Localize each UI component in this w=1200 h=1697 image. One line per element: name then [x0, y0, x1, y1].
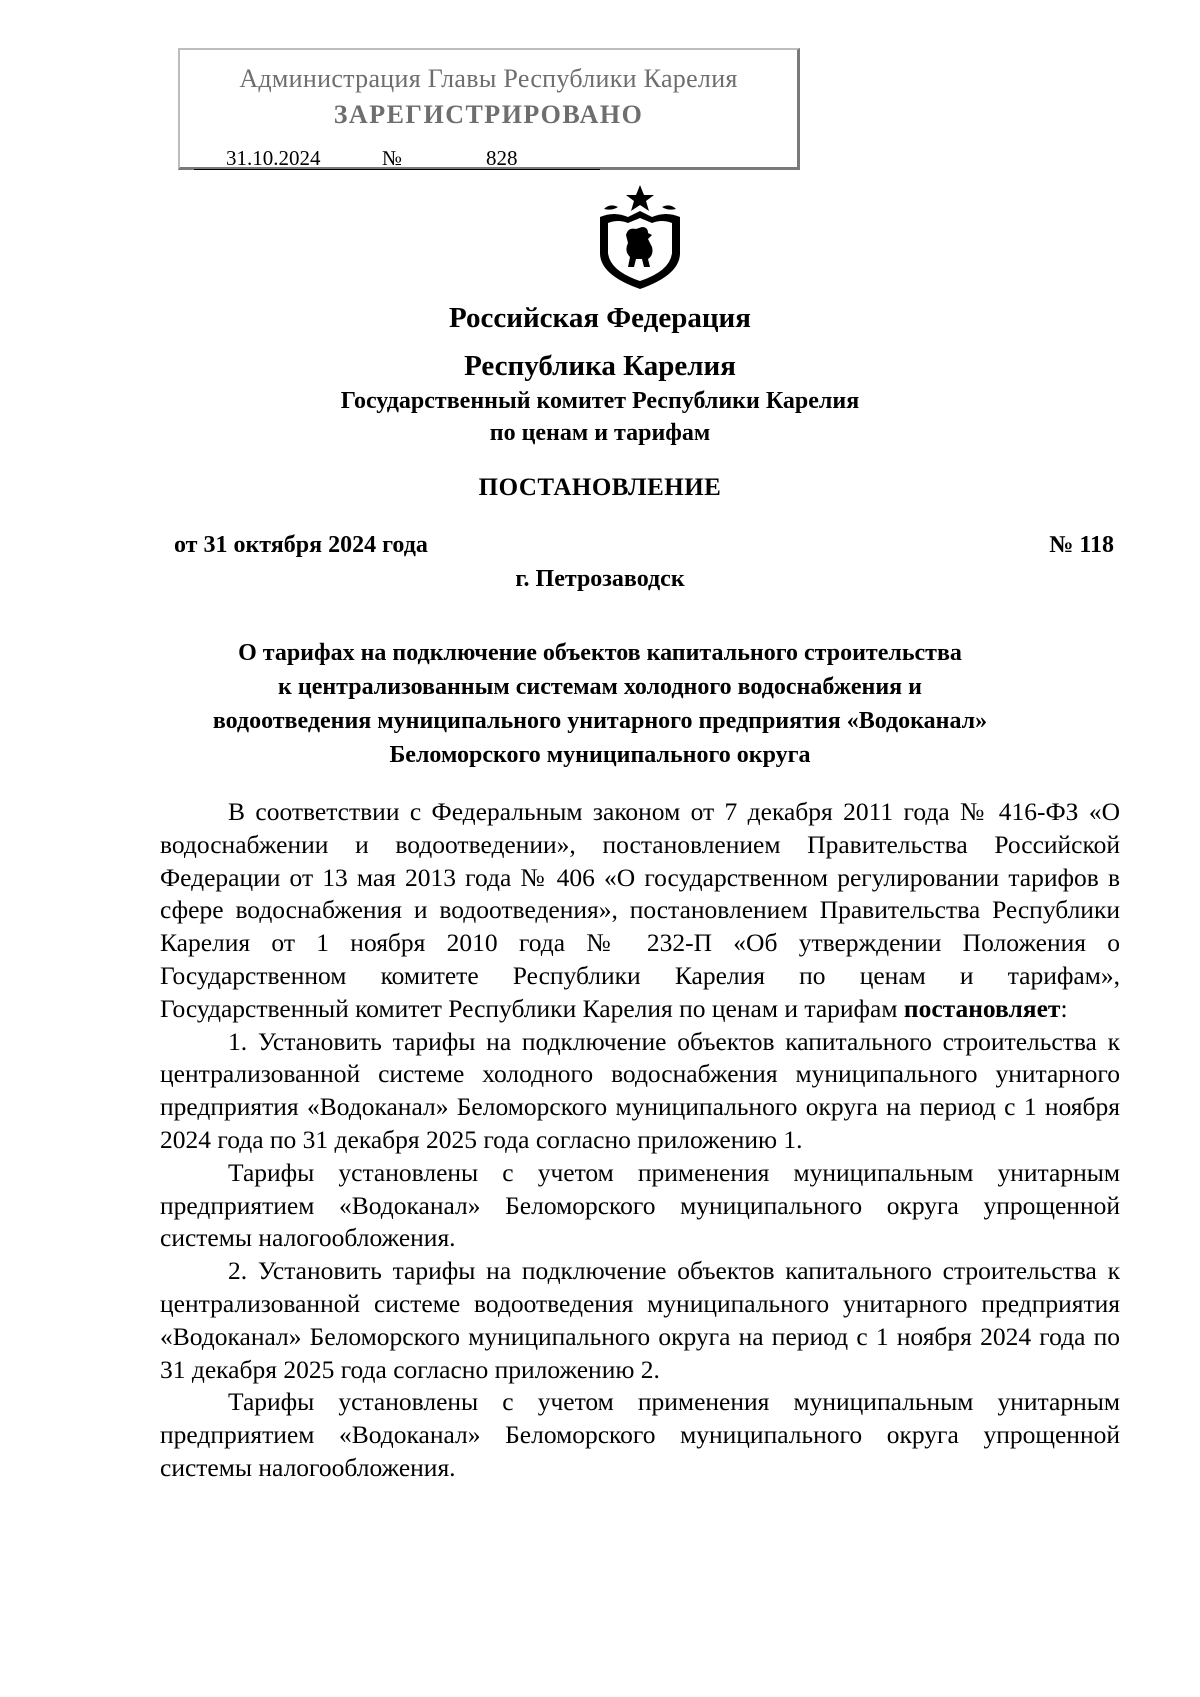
item-1-paragraph: 1. Установить тарифы на подключение объектов капитального строительства к централизованной системе холодного водоснабжения муниципального унитарного предприятия «Водоканал» Беломорского муниципального округа на период с 1 ноября 2024 года по 31 декабря 2025 года согласно приложению 1. — [160, 1026, 1120, 1154]
document-city: г. Петрозаводск — [515, 566, 685, 592]
stamp-date: 31.10.2024 — [226, 146, 321, 170]
stamp-authority: Администрация Главы Республики Карелия — [239, 64, 738, 93]
registration-stamp — [178, 48, 800, 170]
item-2-paragraph: 2. Установить тарифы на подключение объектов капитального строительства к централизованной системе водоотведения муниципального унитарного предприятия «Водоканал» Беломорского муниципального округа на период с 1 ноября 2024 года по 31 декабря 2025 года согласно приложению 2. — [160, 1256, 1120, 1384]
stamp-no-label: № — [382, 146, 403, 170]
item-2-note-paragraph: Тарифы установлены с учетом применения муниципальным унитарным предприятием «Водоканал» Беломорского муниципального округа упрощенной системы налогообложения. — [160, 1387, 1120, 1482]
stamp-registration-line — [180, 146, 600, 172]
title-line: Беломорского муниципального округа — [389, 742, 811, 768]
document-title — [150, 636, 1050, 772]
document-date: от 31 октября 2024 года — [174, 532, 428, 558]
title-line: О тарифах на подключение объектов капитального строительства — [238, 640, 962, 666]
item-1-note-paragraph: Тарифы установлены с учетом применения муниципальным унитарным предприятием «Водоканал» Беломорского муниципального округа упрощенной системы налогообложения. — [160, 1157, 1120, 1253]
title-line: водоотведения муниципального унитарного предприятия «Водоканал» — [212, 708, 988, 734]
stamp-number: 828 — [486, 146, 518, 170]
preamble-paragraph — [160, 796, 1120, 1026]
karelia-coat-of-arms-icon — [596, 183, 684, 291]
document-number: № 118 — [1049, 532, 1114, 558]
header-federation: Российская Федерация — [449, 302, 751, 334]
preamble-decree-word: постановляет — [903, 993, 1061, 1023]
stamp-registered: ЗАРЕГИСТРИРОВАНО — [333, 100, 644, 129]
preamble-text: В соответствии с Федеральным законом от 7 декабря 2011 года № 416-ФЗ «О водоснабжении и водоотведении», постановлением Правительства Российской Федерации от 13 мая 2013 года № 406 «О государственном регулировании тарифов в сфере водоснабжения и водоотведения», постановлением Правительства Республики Карелия от 1 ноября 2010 года № 232-П «Об утверждении Положения о Государственном комитете Республики Карелия по ценам и тарифам», Государственный комитет Республики Карелия по ценам и тарифам — [160, 797, 1120, 1023]
document-body — [160, 796, 1120, 1485]
header-republic: Республика Карелия — [464, 350, 736, 382]
document-type: ПОСТАНОВЛЕНИЕ — [478, 474, 722, 501]
header-committee-line2: по ценам и тарифам — [489, 420, 711, 446]
header-committee: Государственный комитет Республики Карелия — [340, 388, 860, 414]
preamble-colon: : — [1060, 993, 1068, 1023]
title-line: к централизованным системам холодного водоснабжения и — [278, 674, 922, 700]
